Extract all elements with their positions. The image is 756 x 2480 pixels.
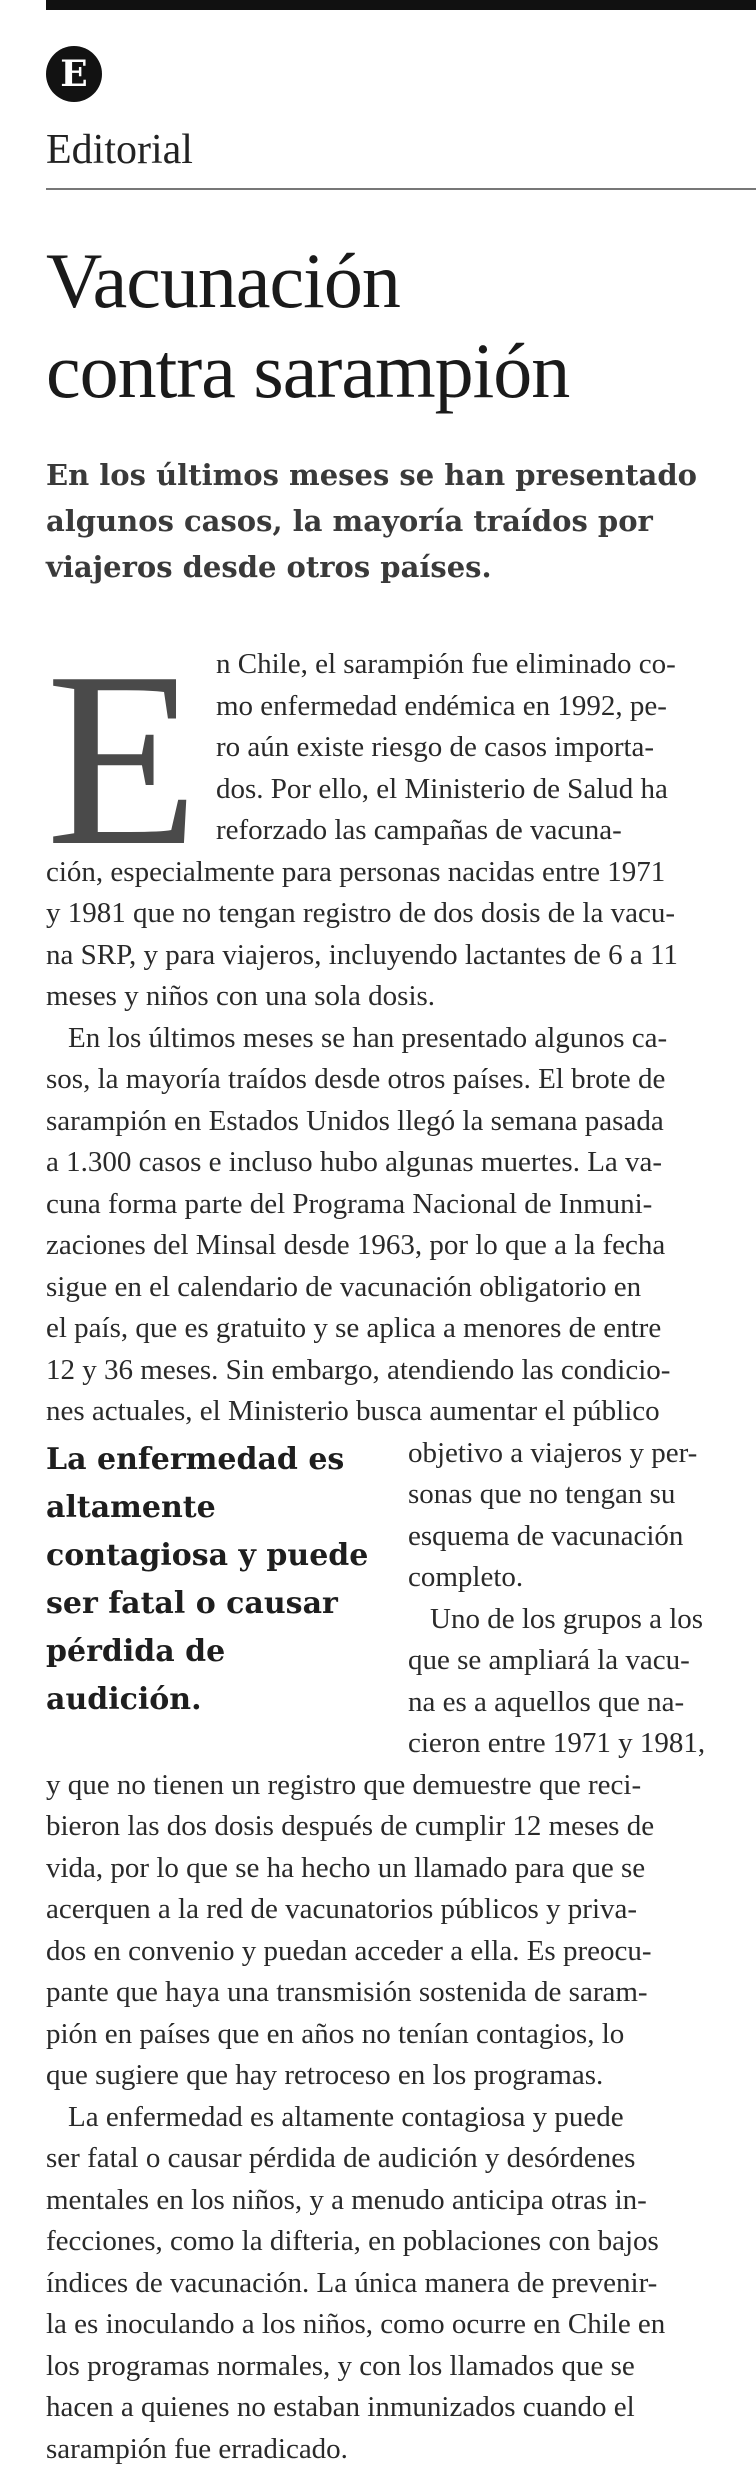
top-rule: [46, 0, 756, 10]
body-line: cuna forma parte del Programa Nacional de Inmuni-: [46, 1188, 653, 1220]
body-line: acerquen a la red de vacunatorios públicos y priva-: [46, 1893, 638, 1925]
body-line: sos, la mayoría traídos desde otros países. El brote de: [46, 1063, 666, 1095]
body-line: la es inoculando a los niños, como ocurre en Chile en: [46, 2308, 666, 2340]
body-line: índices de vacunación. La única manera de prevenir-: [46, 2267, 658, 2299]
headline-line: contra sarampión: [46, 327, 570, 414]
body-line: na SRP, y para viajeros, incluyendo lactantes de 6 a 11: [46, 939, 678, 971]
body-line: y que no tienen un registro que demuestre que reci-: [46, 1769, 642, 1801]
body-line: objetivo a viajeros y per-: [408, 1437, 698, 1469]
deck-line: En los últimos meses se han presentado: [46, 458, 697, 492]
pull-quote-line: La enfermedad es: [46, 1442, 345, 1477]
deck-line: algunos casos, la mayoría traídos por: [46, 504, 653, 538]
section-divider: [46, 188, 756, 190]
body-line: n Chile, el sarampión fue eliminado co-: [216, 648, 676, 680]
body-line: sarampión en Estados Unidos llegó la semana pasada: [46, 1105, 664, 1137]
body-line: dos. Por ello, el Ministerio de Salud ha: [216, 773, 668, 805]
section-name: Editorial: [46, 127, 193, 173]
body-line: sigue en el calendario de vacunación obligatorio en: [46, 1271, 642, 1303]
body-line: el país, que es gratuito y se aplica a menores de entre: [46, 1312, 662, 1344]
pull-quote-line: pérdida de audición.: [46, 1634, 226, 1717]
body-line: ro aún existe riesgo de casos importa-: [216, 731, 655, 763]
body-line: sonas que no tengan su: [408, 1478, 676, 1510]
pull-quote-line: contagiosa y puede: [46, 1538, 369, 1573]
body-line: sarampión fue erradicado.: [46, 2433, 348, 2465]
body-line: que se ampliará la vacu-: [408, 1644, 690, 1676]
body-line: na es a aquellos que na-: [408, 1686, 685, 1718]
body-line: pante que haya una transmisión sostenida de saram-: [46, 1976, 648, 2008]
body-line: mentales en los niños, y a menudo anticipa otras in-: [46, 2184, 647, 2216]
body-line: En los últimos meses se han presentado algunos ca-: [68, 1022, 668, 1054]
body-line: Uno de los grupos a los: [430, 1603, 704, 1635]
body-line: vida, por lo que se ha hecho un llamado para que se: [46, 1852, 646, 1884]
body-line: y 1981 que no tengan registro de dos dosis de la vacu-: [46, 897, 675, 929]
section-badge: E: [46, 46, 102, 102]
deck-line: viajeros desde otros países.: [46, 550, 492, 584]
body-line: meses y niños con una sola dosis.: [46, 980, 436, 1012]
body-line: nes actuales, el Ministerio busca aumentar el público: [46, 1395, 660, 1427]
body-line: zaciones del Minsal desde 1963, por lo que a la fecha: [46, 1229, 666, 1261]
headline-line: Vacunación: [46, 237, 400, 324]
body-line: bieron las dos dosis después de cumplir 12 meses de: [46, 1810, 655, 1842]
body-line: completo.: [408, 1561, 524, 1593]
body-line: mo enfermedad endémica en 1992, pe-: [216, 690, 667, 722]
body-line: dos en convenio y puedan acceder a ella. Es preocu-: [46, 1935, 652, 1967]
drop-cap: E: [46, 621, 199, 898]
pull-quote-line: ser fatal o causar: [46, 1586, 338, 1621]
body-line: ción, especialmente para personas nacidas entre 1971: [46, 856, 666, 888]
body-line: pión en países que en años no tenían contagios, lo: [46, 2018, 625, 2050]
pull-quote: [46, 1436, 386, 1724]
body-line: que sugiere que hay retroceso en los programas.: [46, 2059, 604, 2091]
body-line: reforzado las campañas de vacuna-: [216, 814, 622, 846]
body-line: cieron entre 1971 y 1981,: [408, 1727, 706, 1759]
body-line: ser fatal o causar pérdida de audición y desórdenes: [46, 2142, 636, 2174]
body-line: a 1.300 casos e incluso hubo algunas muertes. La va-: [46, 1146, 663, 1178]
body-line: esquema de vacunación: [408, 1520, 684, 1552]
deck: [46, 452, 736, 590]
headline: [46, 236, 746, 416]
body-line: los programas normales, y con los llamados que se: [46, 2350, 635, 2382]
body-line: 12 y 36 meses. Sin embargo, atendiendo las condicio-: [46, 1354, 671, 1386]
body-line: hacen a quienes no estaban inmunizados cuando el: [46, 2391, 635, 2423]
body-line: La enfermedad es altamente contagiosa y puede: [68, 2101, 624, 2133]
body-line: fecciones, como la difteria, en poblaciones con bajos: [46, 2225, 659, 2257]
pull-quote-line: altamente: [46, 1490, 216, 1525]
